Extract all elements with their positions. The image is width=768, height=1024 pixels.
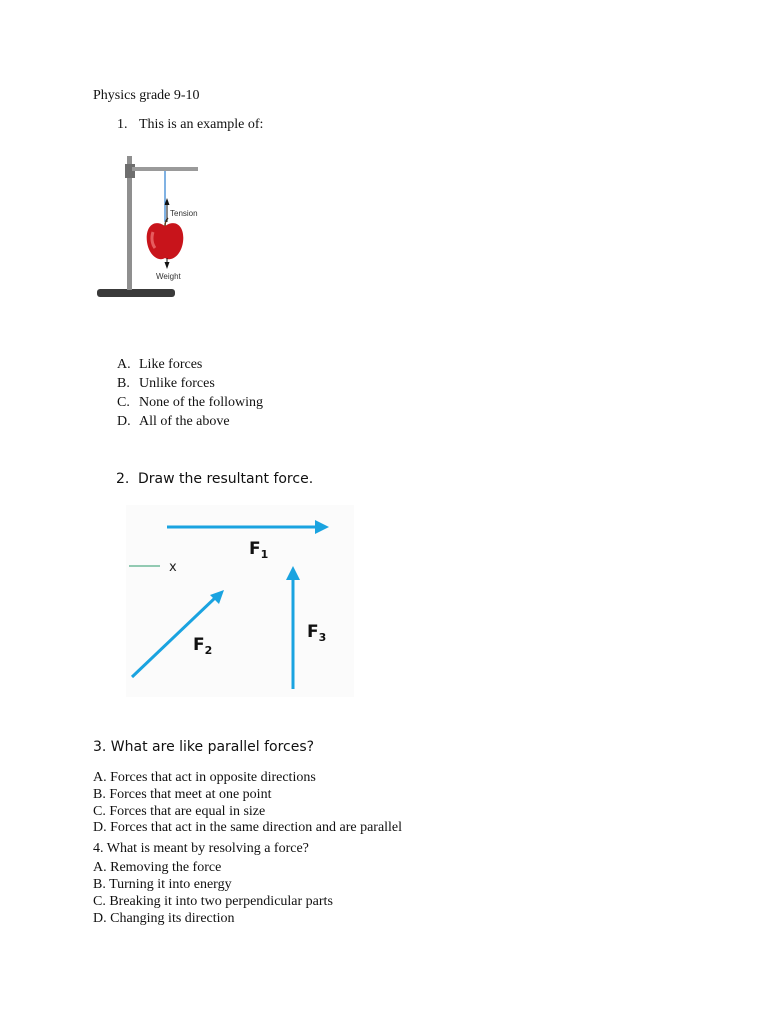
q3-option-d[interactable]: D. Forces that act in the same direction and are parallel (93, 820, 403, 835)
q3-option-b[interactable]: B. Forces that meet at one point (93, 787, 272, 802)
f2-label: $F_2$ (193, 635, 213, 657)
q1-option-d[interactable]: D. All of the above (117, 414, 230, 429)
force-vectors-diagram (126, 505, 354, 697)
question-2-number: 2. (116, 471, 130, 487)
tension-label: Tension (170, 209, 198, 218)
q3-option-c[interactable]: C. Forces that are equal in size (93, 804, 266, 819)
stand-base (97, 289, 175, 297)
question-3: 3. What are like parallel forces? (93, 739, 315, 755)
q4-option-a[interactable]: A. Removing the force (93, 860, 222, 875)
q4-option-c[interactable]: C. Breaking it into two perpendicular parts (93, 894, 333, 909)
question-1-number: 1. (117, 117, 128, 132)
hanging-apple-figure (95, 152, 220, 307)
f3-label: $F_3$ (307, 622, 327, 644)
q1-option-a[interactable]: A. Like forces (117, 357, 203, 372)
x-label: x (169, 560, 177, 575)
page-title: Physics grade 9-10 (93, 88, 200, 103)
weight-label: Weight (156, 272, 181, 281)
question-4: 4. What is meant by resolving a force? (93, 841, 309, 856)
question-1-text: This is an example of: (139, 117, 264, 132)
q4-option-b[interactable]: B. Turning it into energy (93, 877, 232, 892)
force-vectors-figure (126, 505, 354, 697)
q1-option-c[interactable]: C. None of the following (117, 395, 264, 410)
q1-option-b[interactable]: B. Unlike forces (117, 376, 215, 391)
stand-arm (132, 167, 198, 171)
q3-option-a[interactable]: A. Forces that act in opposite directions (93, 770, 316, 785)
question-2 (116, 471, 313, 487)
question-2-text: Draw the resultant force. (138, 471, 314, 487)
f1-label: $F_1$ (249, 539, 269, 561)
weight-arrow-head (165, 262, 170, 269)
q4-option-d[interactable]: D. Changing its direction (93, 911, 235, 926)
apple-icon (147, 218, 184, 259)
hanging-apple-illustration (95, 152, 220, 307)
question-1 (117, 117, 263, 133)
